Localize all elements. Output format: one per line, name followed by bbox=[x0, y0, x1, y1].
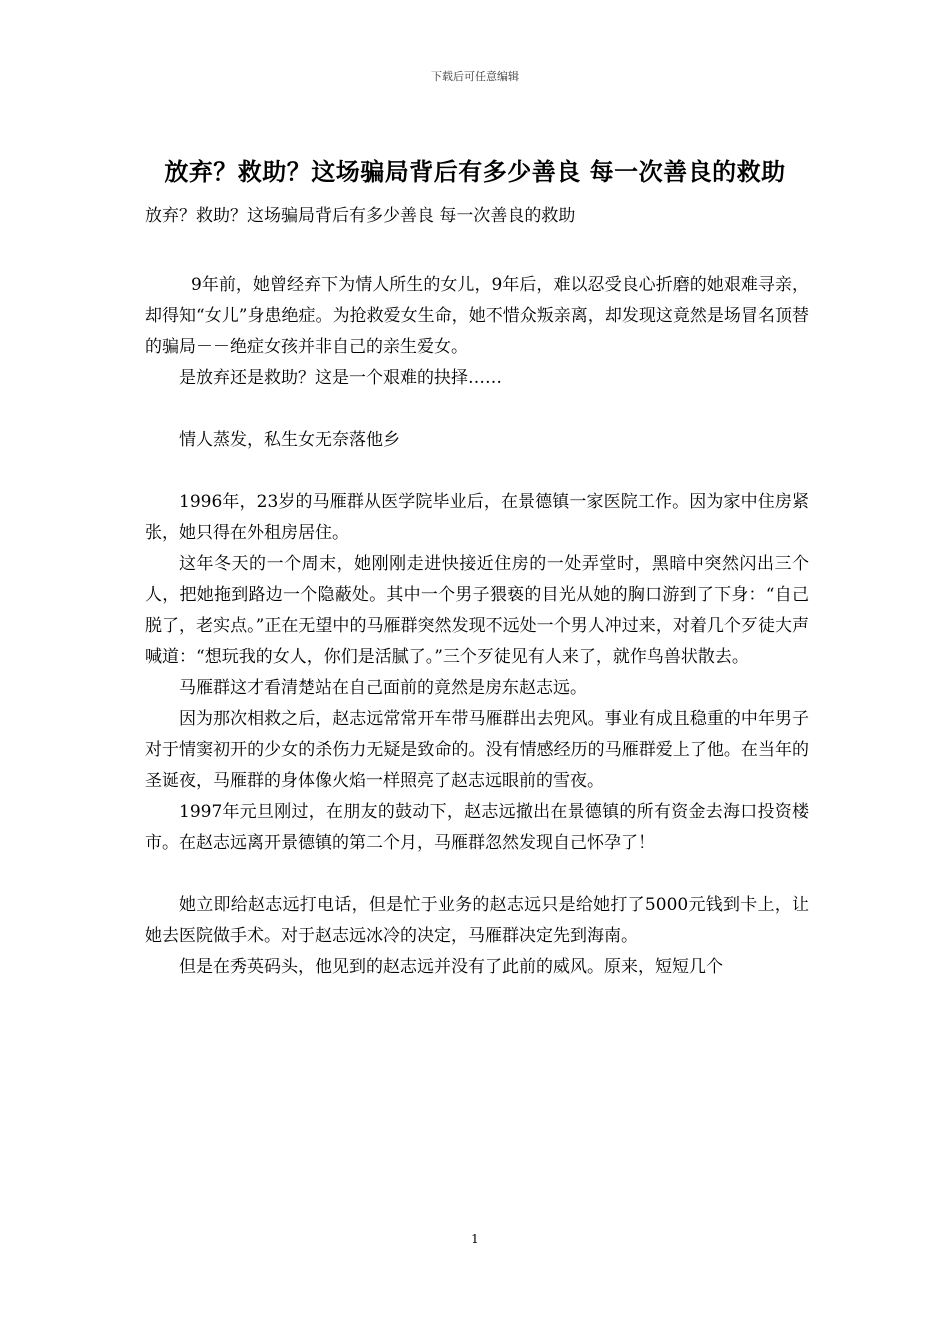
section-heading: 情人蒸发，私生女无奈落他乡 bbox=[179, 430, 400, 450]
paragraph: 1996年，23岁的马雁群从医学院毕业后，在景德镇一家医院工作。因为家中住房紧张，她只得在外租房居住。 bbox=[145, 492, 809, 543]
document-subtitle: 放弃？救助？这场骗局背后有多少善良 每一次善良的救助 bbox=[145, 206, 576, 226]
paragraph: 但是在秀英码头，他见到的赵志远并没有了此前的威风。原来，短短几个 bbox=[179, 957, 723, 977]
paragraph: 马雁群这才看清楚站在自己面前的竟然是房东赵志远。 bbox=[179, 678, 587, 698]
paragraph: 9年前，她曾经弃下为情人所生的女儿，9年后，难以忍受良心折磨的她艰难寻亲，却得知“女儿”身患绝症。为抢救爱女生命，她不惜众叛亲离，却发现这竟然是场冒名顶替的骗局－－绝症女孩并非自己的亲生爱女。 bbox=[145, 275, 809, 357]
paragraph: 1997年元旦刚过，在朋友的鼓动下，赵志远撤出在景德镇的所有资金去海口投资楼市。在赵志远离开景德镇的第二个月，马雁群忽然发现自己怀孕了！ bbox=[145, 802, 809, 853]
document-title: 放弃？救助？这场骗局背后有多少善良 每一次善良的救助 bbox=[164, 157, 786, 186]
spacer bbox=[145, 456, 809, 487]
paragraph: 她立即给赵志远打电话，但是忙于业务的赵志远只是给她打了5000元钱到卡上，让她去医院做手术。对于赵志远冰冷的决定，马雁群决定先到海南。 bbox=[145, 895, 809, 946]
header-note: 下载后可任意编辑 bbox=[431, 70, 519, 83]
page-number: 1 bbox=[471, 1232, 479, 1246]
paragraph: 因为那次相救之后，赵志远常常开车带马雁群出去兜风。事业有成且稳重的中年男子对于情窦初开的少女的杀伤力无疑是致命的。没有情感经历的马雁群爱上了他。在当年的圣诞夜，马雁群的身体像火焰一样照亮了赵志远眼前的雪夜。 bbox=[145, 709, 809, 791]
paragraph: 是放弃还是救助？这是一个艰难的抉择…… bbox=[179, 368, 502, 388]
paragraph: 这年冬天的一个周末，她刚刚走进快接近住房的一处弄堂时，黑暗中突然闪出三个人，把她拖到路边一个隐蔽处。其中一个男子猥亵的目光从她的胸口游到了下身：“自己脱了，老实点。”正在无望中的马雁群突然发现不远处一个男人冲过来，对着几个歹徒大声喊道：“想玩我的女人，你们是活腻了。”三个歹徒见有人来了，就作鸟兽状散去。 bbox=[145, 554, 809, 667]
spacer bbox=[145, 394, 809, 425]
document-body bbox=[145, 270, 809, 983]
spacer bbox=[145, 859, 809, 890]
